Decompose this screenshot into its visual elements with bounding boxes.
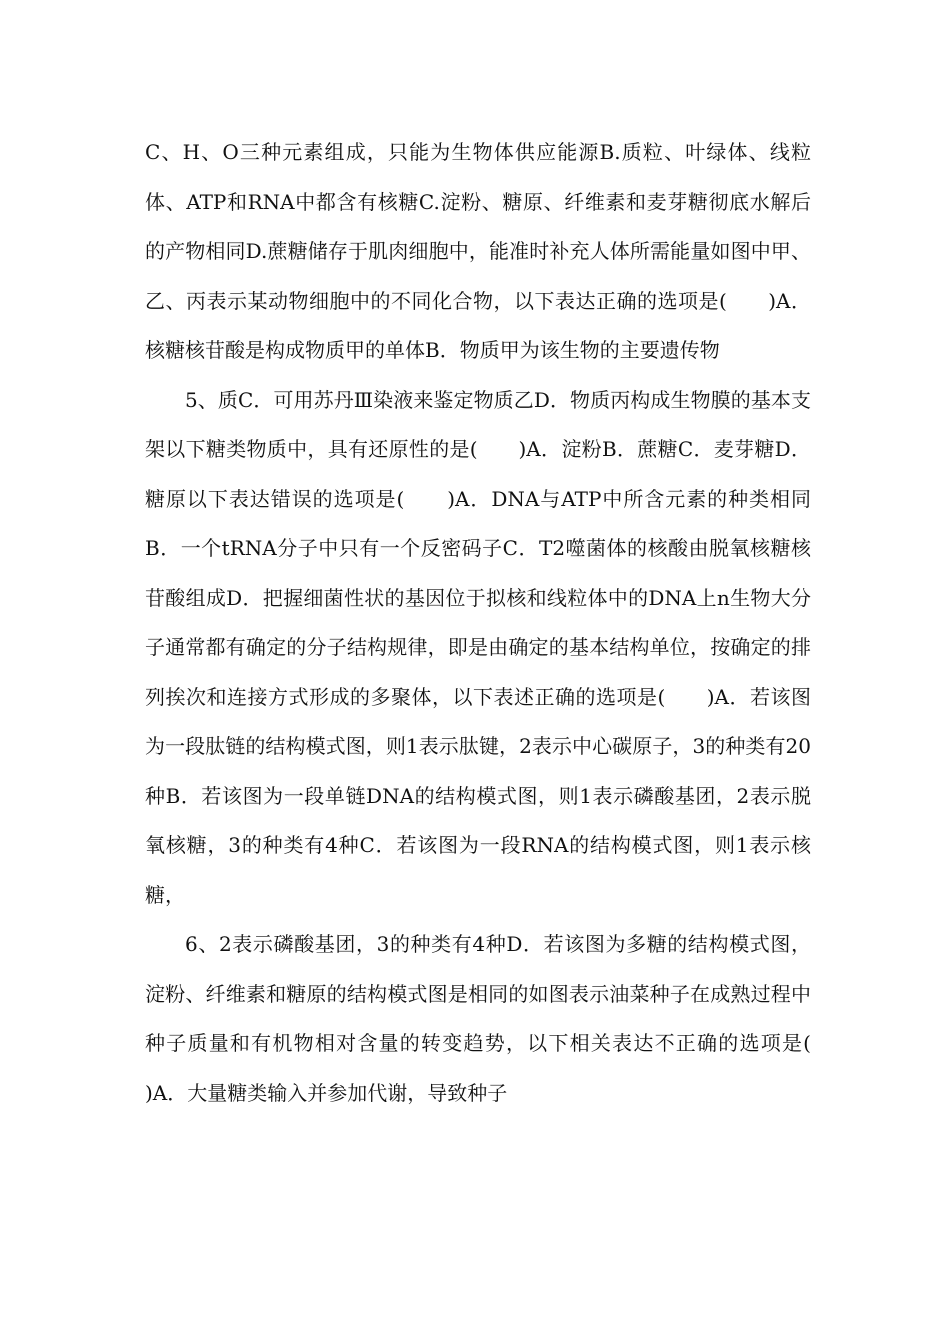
document-page [145,128,851,1118]
paragraph-2: 5、质C．可用苏丹Ⅲ染液来鉴定物质乙D．物质丙构成生物膜的基本支架以下糖类物质中，具有还原性的是( )A．淀粉B．蔗糖C．麦芽糖D．糖原以下表达错误的选项是( )A．DNA与ATP中所含元素的种类相同B．一个tRNA分子中只有一个反密码子C．T2噬菌体的核酸由脱氧核糖核苷酸组成D．把握细菌性状的基因位于拟核和线粒体中的DNA上n生物大分子通常都有确定的分子结构规律，即是由确定的基本结构单位，按确定的排列挨次和连接方式形成的多聚体，以下表述正确的选项是( )A．若该图为一段肽链的结构模式图，则1表示肽键，2表示中心碳原子，3的种类有20种B．若该图为一段单链DNA的结构模式图，则1表示磷酸基团，2表示脱氧核糖，3的种类有4种C．若该图为一段RNA的结构模式图，则1表示核糖， [145,387,811,907]
paragraph-1: C、H、O三种元素组成，只能为生物体供应能源B.质粒、叶绿体、线粒体、ATP和RNA中都含有核糖C.淀粉、糖原、纤维素和麦芽糖彻底水解后的产物相同D.蔗糖储存于肌肉细胞中，能准时补充人体所需能量如图中甲、乙、丙表示某动物细胞中的不同化合物，以下表达正确的选项是( )A．核糖核苷酸是构成物质甲的单体B．物质甲为该生物的主要遗传物 [145,140,811,362]
paragraph-3: 6、2表示磷酸基团，3的种类有4种D．若该图为多糖的结构模式图，淀粉、纤维素和糖原的结构模式图是相同的如图表示油菜种子在成熟过程中种子质量和有机物相对含量的转变趋势，以下相关表达不正确的选项是( )A．大量糖类输入并参加代谢，导致种子 [145,932,851,1105]
